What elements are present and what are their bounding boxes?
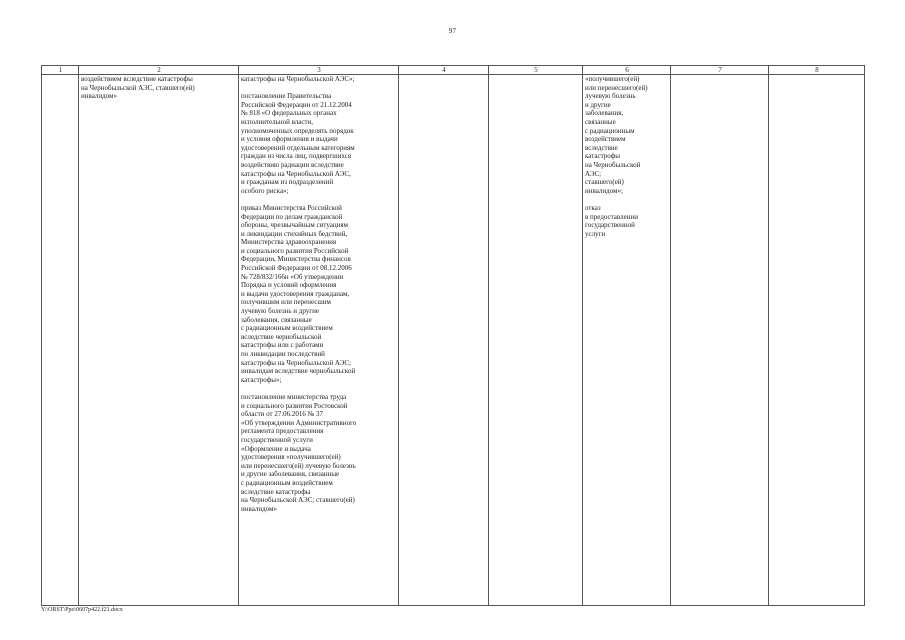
cell-col-1 [42, 75, 79, 606]
footer-file-path: Y:\ORST\Ppo\0607p422.f21.docx [41, 607, 123, 613]
column-header-3: 3 [239, 66, 399, 75]
column-header-5: 5 [489, 66, 583, 75]
cell-col-2: воздействием вследствие катастрофы на Чернобыльской АЭС, ставшего(ей) инвалидом» [79, 75, 239, 606]
page-number: 97 [448, 27, 457, 35]
document-table [41, 65, 865, 606]
column-header-2: 2 [79, 66, 239, 75]
cell-col-5 [489, 75, 583, 606]
cell-col-6: «получившего(ей) или перенесшего(ей) лучевую болезнь и другие заболевания, связанные с радиационным воздействием вследствие катастрофы на Чернобыльской АЭС; ставшего(ей) инвалидом»; отказ в предоставлении государственной услуги [583, 75, 671, 606]
column-header-7: 7 [671, 66, 769, 75]
table-row [42, 75, 865, 606]
cell-col-7 [671, 75, 769, 606]
cell-col-4 [399, 75, 489, 606]
column-header-4: 4 [399, 66, 489, 75]
column-header-6: 6 [583, 66, 671, 75]
header-row [42, 66, 865, 75]
column-header-1: 1 [42, 66, 79, 75]
cell-col-3: катастрофы на Чернобыльской АЭС»; постановление Правительства Российской Федерации от 21.12.2004 № 818 «О федеральных органах исполнительной власти, уполномоченных определять порядок и условия оформления и выдачи удостоверений отдельным категориям граждан из числа лиц, подвергшихся воздействию радиации вследствие катастрофы на Чернобыльской АЭС, и гражданам из подразделений особого риска»; приказ Министерства Российской Федерации по делам гражданской обороны, чрезвычайным ситуациям и ликвидации стихийных бедствий, Министерства здравоохранения и социального развития Российской Федерации, Министерства финансов Российской Федерации от 08.12.2006 № 728/832/166н «Об утверждении Порядка и условий оформления и выдачи удостоверения гражданам, получившим или перенесшим лучевую болезнь и другие заболевания, связанные с радиационным воздействием вследствие чернобыльской катастрофы или с работами по ликвидации последствий катастрофы на Чернобыльской АЭС; инвалидам вследствие чернобыльской катастрофы»; постановление министерства труда и социального развития Ростовской области от 27.06.2016 № 37 «Об утверждении Административного регламента предоставления государственной услуги «Оформление и выдача удостоверения «получившего(ей) или перенесшего(ей) лучевую болезнь и другие заболевания, связанные с радиационным воздействием вследствие катастрофы на Чернобыльской АЭС; ставшего(ей) инвалидом» [239, 75, 399, 606]
cell-col-8 [769, 75, 865, 606]
column-header-8: 8 [769, 66, 865, 75]
